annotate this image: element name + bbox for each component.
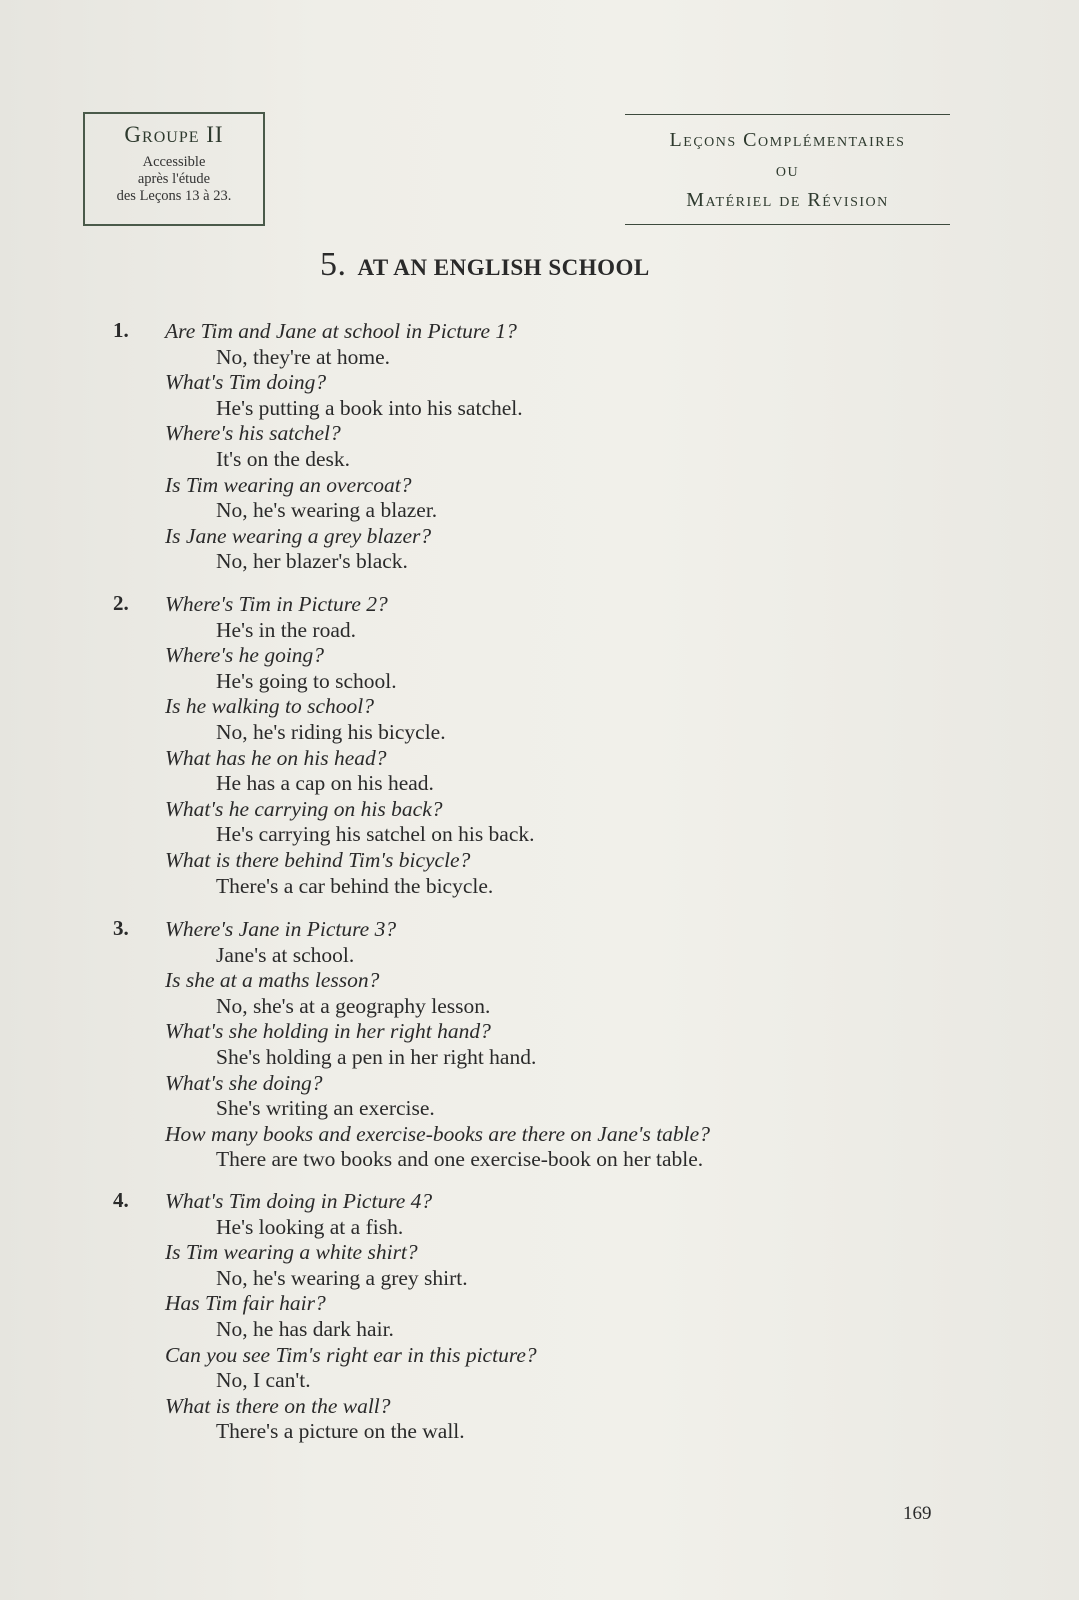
answer-line: He has a cap on his head.: [216, 771, 434, 796]
answer-line: There's a car behind the bicycle.: [216, 873, 494, 898]
question-line: What is there on the wall?: [165, 1393, 391, 1418]
question-line: What's Tim doing in Picture 4?: [165, 1189, 433, 1213]
section-number: 1.: [113, 318, 129, 342]
lesson-number: 5.: [320, 246, 347, 283]
question-line: Where's Tim in Picture 2?: [165, 592, 388, 616]
answer-line: She's writing an exercise.: [216, 1096, 435, 1121]
section-number: 2.: [113, 591, 129, 615]
question-line: What has he on his head?: [165, 745, 387, 770]
answer-line: Jane's at school.: [216, 942, 355, 967]
answer-line: No, he's riding his bicycle.: [216, 720, 446, 744]
answer-line: He's carrying his satchel on his back.: [216, 822, 535, 847]
question-line: Can you see Tim's right ear in this picture?: [165, 1342, 537, 1367]
answer-line: No, they're at home.: [216, 344, 391, 369]
answer-line: There are two books and one exercise-book on her table.: [216, 1147, 704, 1172]
section-number: 3.: [113, 916, 129, 940]
question-line: What's she doing?: [165, 1070, 323, 1095]
question-line: What's he carrying on his back?: [165, 796, 443, 821]
answer-line: No, he has dark hair.: [216, 1317, 394, 1341]
groupe-line: après l'étude: [137, 171, 211, 187]
lecons-line-1: Leçons Complémentaires: [669, 129, 906, 151]
answer-line: He's going to school.: [216, 668, 397, 693]
page-number: 169: [903, 1503, 932, 1524]
question-line: Are Tim and Jane at school in Picture 1?: [165, 319, 517, 343]
groupe-title: Groupe II: [124, 122, 224, 147]
question-line: Where's Jane in Picture 3?: [165, 917, 397, 941]
answer-line: He's looking at a fish.: [216, 1214, 404, 1239]
answer-line: No, her blazer's black.: [216, 549, 408, 574]
question-line: Where's his satchel?: [165, 421, 341, 446]
question-line: What's she holding in her right hand?: [165, 1019, 491, 1044]
answer-line: No, he's wearing a grey shirt.: [216, 1265, 468, 1290]
question-line: Has Tim fair hair?: [165, 1291, 326, 1316]
answer-line: He's in the road.: [216, 617, 357, 642]
answer-line: He's putting a book into his satchel.: [216, 395, 523, 420]
answer-line: There's a picture on the wall.: [216, 1419, 465, 1444]
question-line: Is Tim wearing a white shirt?: [165, 1240, 418, 1265]
question-line: Is she at a maths lesson?: [165, 968, 380, 993]
groupe-line: des Leçons 13 à 23.: [116, 188, 232, 204]
answer-line: She's holding a pen in her right hand.: [216, 1045, 537, 1069]
question-line: Is he walking to school?: [165, 694, 375, 719]
question-line: Is Tim wearing an overcoat?: [165, 472, 412, 497]
lesson-title: [320, 246, 650, 284]
answer-line: No, she's at a geography lesson.: [216, 993, 491, 1018]
question-line: What is there behind Tim's bicycle?: [165, 848, 471, 872]
question-line: How many books and exercise-books are there on Jane's table?: [165, 1121, 710, 1146]
lecons-line-2: ou: [775, 159, 800, 181]
question-line: What's Tim doing?: [165, 370, 327, 395]
answer-line: No, he's wearing a blazer.: [216, 498, 438, 523]
groupe-line: Accessible: [142, 154, 206, 170]
groupe-box: [83, 112, 265, 226]
lecons-header: [625, 114, 950, 225]
lesson-title-text: AT AN ENGLISH SCHOOL: [357, 255, 650, 280]
answer-line: It's on the desk.: [216, 447, 351, 471]
section-number: 4.: [113, 1188, 129, 1212]
question-line: Is Jane wearing a grey blazer?: [165, 523, 432, 548]
lecons-line-3: Matériel de Révision: [686, 189, 889, 211]
question-line: Where's he going?: [165, 643, 325, 668]
answer-line: No, I can't.: [216, 1368, 311, 1393]
